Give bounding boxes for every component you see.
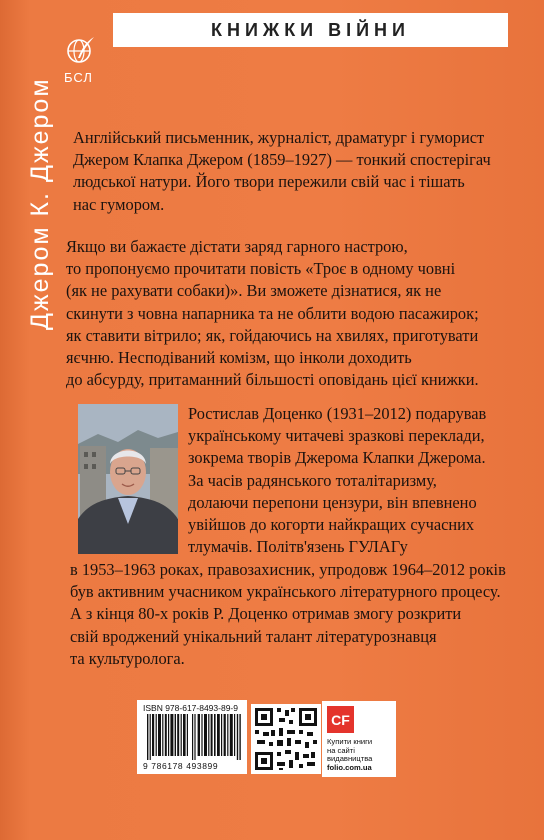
promo-line: Купити книги	[327, 737, 373, 746]
qr-code	[251, 704, 321, 774]
text-line: до абсурду, притаманний більшості оповідань цієї книжки.	[66, 370, 479, 390]
isbn-label: ISBN 978-617-8493-89-9	[143, 703, 238, 713]
text-line: та культуролога.	[70, 648, 185, 668]
about-translator-paragraph	[188, 403, 518, 558]
about-translator-continued	[70, 559, 520, 670]
cf-logo: CF	[327, 706, 354, 733]
text-line: (як не рахувати собаки)». Ви зможете дізнатися, як не	[66, 281, 442, 301]
text-line: Ростислав Доценко (1931–2012) подарував	[188, 404, 487, 423]
promo-line: видавництва	[327, 754, 373, 764]
spine-author-name: Джером К. Джером	[26, 77, 54, 330]
text-line: людської натури. Його твори пережили свій час і тішать	[73, 172, 465, 192]
text-line: в 1953–1963 роках, правозахисник, упродовж 1964–2012 років	[70, 560, 506, 579]
barcode-digits: 9 786178 493899	[143, 761, 219, 771]
text-line: Джером Клапка Джером (1859–1927) — тонкий спостерігач	[73, 150, 491, 170]
text-line: Англійський письменник, журналіст, драматург і гуморист	[73, 128, 485, 147]
translator-photo	[78, 404, 178, 554]
text-line: увійшов до когорти найкращих сучасних	[188, 515, 475, 535]
text-line: то пропонуємо прочитати повість «Троє в одному човні	[66, 259, 456, 279]
text-line: був активним учасником українського літературного процесу.	[70, 582, 501, 602]
series-banner: КНИЖКИ ВІЙНИ	[113, 13, 508, 47]
text-line: тлумачів. Політв'язень ГУЛАГу	[188, 537, 408, 557]
publisher-website-link[interactable]: folio.com.ua	[327, 762, 372, 772]
publisher-logo-label: БСЛ	[64, 70, 93, 85]
text-line: зокрема творів Джерома Клапки Джерома.	[188, 448, 486, 468]
globe-feather-icon	[66, 36, 96, 64]
text-line: долаючи перепони цензури, він впевнено	[188, 492, 477, 512]
text-line: Якщо ви бажаєте дістати заряд гарного настрою,	[66, 237, 408, 256]
about-author-paragraph	[73, 127, 513, 216]
barcode-bars	[147, 714, 241, 760]
publisher-promo-text	[327, 738, 395, 772]
text-line: українському читачеві зразкові переклади,	[188, 426, 485, 446]
text-line: як ставити вітрило; як, гойдаючись на хвилях, приготувати	[66, 325, 479, 345]
qr-code-panel	[251, 704, 321, 774]
text-line: За часів радянського тоталітаризму,	[188, 470, 437, 490]
text-line: А з кінця 80-х років Р. Доценко отримав змогу розкрити	[70, 604, 462, 624]
promo-line: на сайті	[327, 745, 355, 755]
text-line: скинути з човна напарника та не облити водою пасажирок;	[66, 303, 479, 323]
about-book-paragraph	[66, 236, 516, 391]
text-line: нас гумором.	[73, 194, 165, 214]
text-line: свій вроджений унікальний талант літературознавця	[70, 626, 437, 646]
text-line: яєчню. Несподіваний комізм, що інколи доходить	[66, 348, 412, 368]
